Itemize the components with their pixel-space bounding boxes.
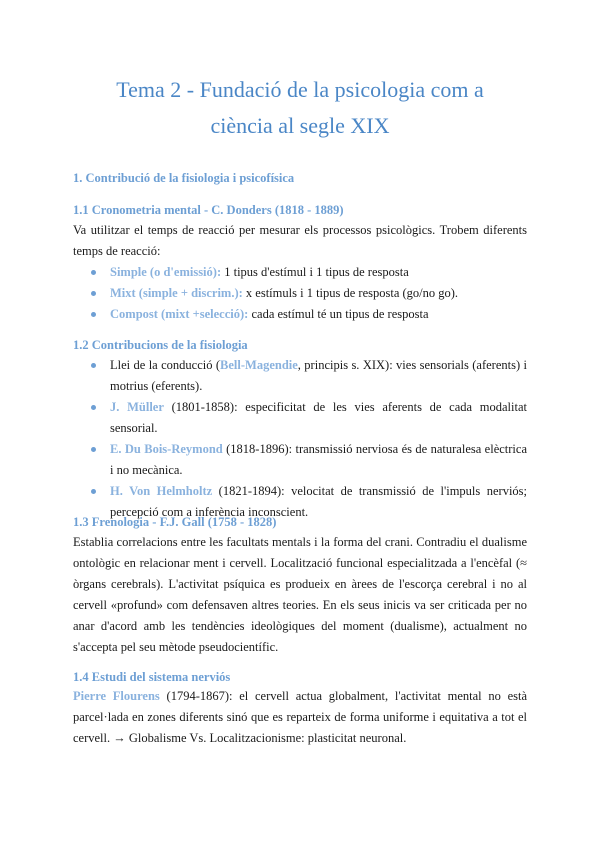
list-item-pre: Llei de la conducció (	[110, 358, 221, 372]
list-item	[73, 304, 527, 325]
list-item	[73, 439, 527, 481]
bullet-icon	[91, 270, 96, 275]
list-item-text: (1801-1858): especificitat de les vies aferents de cada modalitat sensorial.	[110, 400, 527, 435]
list-item	[73, 355, 527, 397]
list-item-term: Mixt (simple + discrim.):	[110, 286, 243, 300]
section-1-4-text: (1794-1867): el cervell actua globalment, l'activitat mental no està parcel·lada en zones diferents sinó que es reparteix de forma uniforme i equitativa a tot el cervell. → Globalisme Vs. Localitzacionisme: plasticitat neuronal.	[73, 689, 527, 745]
list-item	[73, 283, 527, 304]
list-item-text: (1821-1894): velocitat de transmissió de l'impuls nerviós; percepció com a inferència inconscient.	[110, 484, 528, 519]
title-line-2: ciència al segle XIX	[210, 113, 390, 138]
section-1-4-term: Pierre Flourens	[73, 689, 160, 703]
section-1-1-heading: 1.1 Cronometria mental - C. Donders (1818 - 1889)	[73, 203, 344, 217]
list-item-term: Simple (o d'emissió):	[110, 265, 222, 279]
bullet-icon	[91, 447, 96, 452]
section-1-3-body: Establia correlacions entre les facultats mentals i la forma del crani. Contradiu el dualisme ontològic en relacionar ment i cervell. Localització funcional especialitzada a l'encèfal (≈ òrgans cerebrals). L'activitat psíquica es produeix en àrees de l'escorça cerebral i no al cervell «profund» com defensaven altres teories. En els seus inicis va ser criticada per no anar d'acord amb les tendències ideològiques del moment (dualisme), actualment no s'accepta pel seu mètode pseudocientífic.	[73, 535, 527, 654]
bullet-icon	[91, 405, 96, 410]
document-title	[73, 72, 527, 144]
list-item-text: 1 tipus d'estímul i 1 tipus de resposta	[221, 265, 409, 279]
list-item-text: (1818-1896): transmissió nerviosa és de naturalesa elèctrica i no mecànica.	[110, 442, 528, 477]
section-1-2-heading: 1.2 Contribucions de la fisiologia	[73, 338, 248, 352]
list-item-text: cada estímul té un tipus de resposta	[248, 307, 429, 321]
section-1-3-heading: 1.3 Frenologia - F.J. Gall (1758 - 1828)	[73, 515, 277, 529]
title-line-1: Tema 2 - Fundació de la psicologia com a	[116, 77, 484, 102]
list-item-term: Bell-Magendie	[220, 358, 298, 372]
bullet-icon	[91, 363, 96, 368]
reaction-time-list	[73, 262, 527, 325]
list-item-term: E. Du Bois-Reymond	[110, 442, 223, 456]
list-item-text: x estímuls i 1 tipus de resposta (go/no go).	[242, 286, 459, 300]
section-1-4-heading: 1.4 Estudi del sistema nerviós	[73, 670, 231, 684]
list-item-term: J. Müller	[110, 400, 164, 414]
physiology-list	[73, 355, 527, 523]
list-item	[73, 397, 527, 439]
bullet-icon	[91, 291, 96, 296]
list-item-term: H. Von Helmholtz	[110, 484, 213, 498]
section-1-4-body	[73, 686, 527, 749]
bullet-icon	[91, 312, 96, 317]
document-page	[73, 0, 528, 745]
list-item-term: Compost (mixt +selecció):	[110, 307, 249, 321]
section-1-heading: 1. Contribució de la fisiologia i psicofísica	[73, 171, 295, 185]
list-item-text: , principis s. XIX): vies sensorials (aferents) i motrius (eferents).	[110, 358, 528, 393]
section-1-1-intro: Va utilitzar el temps de reacció per mesurar els processos psicològics. Trobem diferents temps de reacció:	[73, 223, 527, 258]
list-item	[73, 262, 527, 283]
bullet-icon	[91, 489, 96, 494]
